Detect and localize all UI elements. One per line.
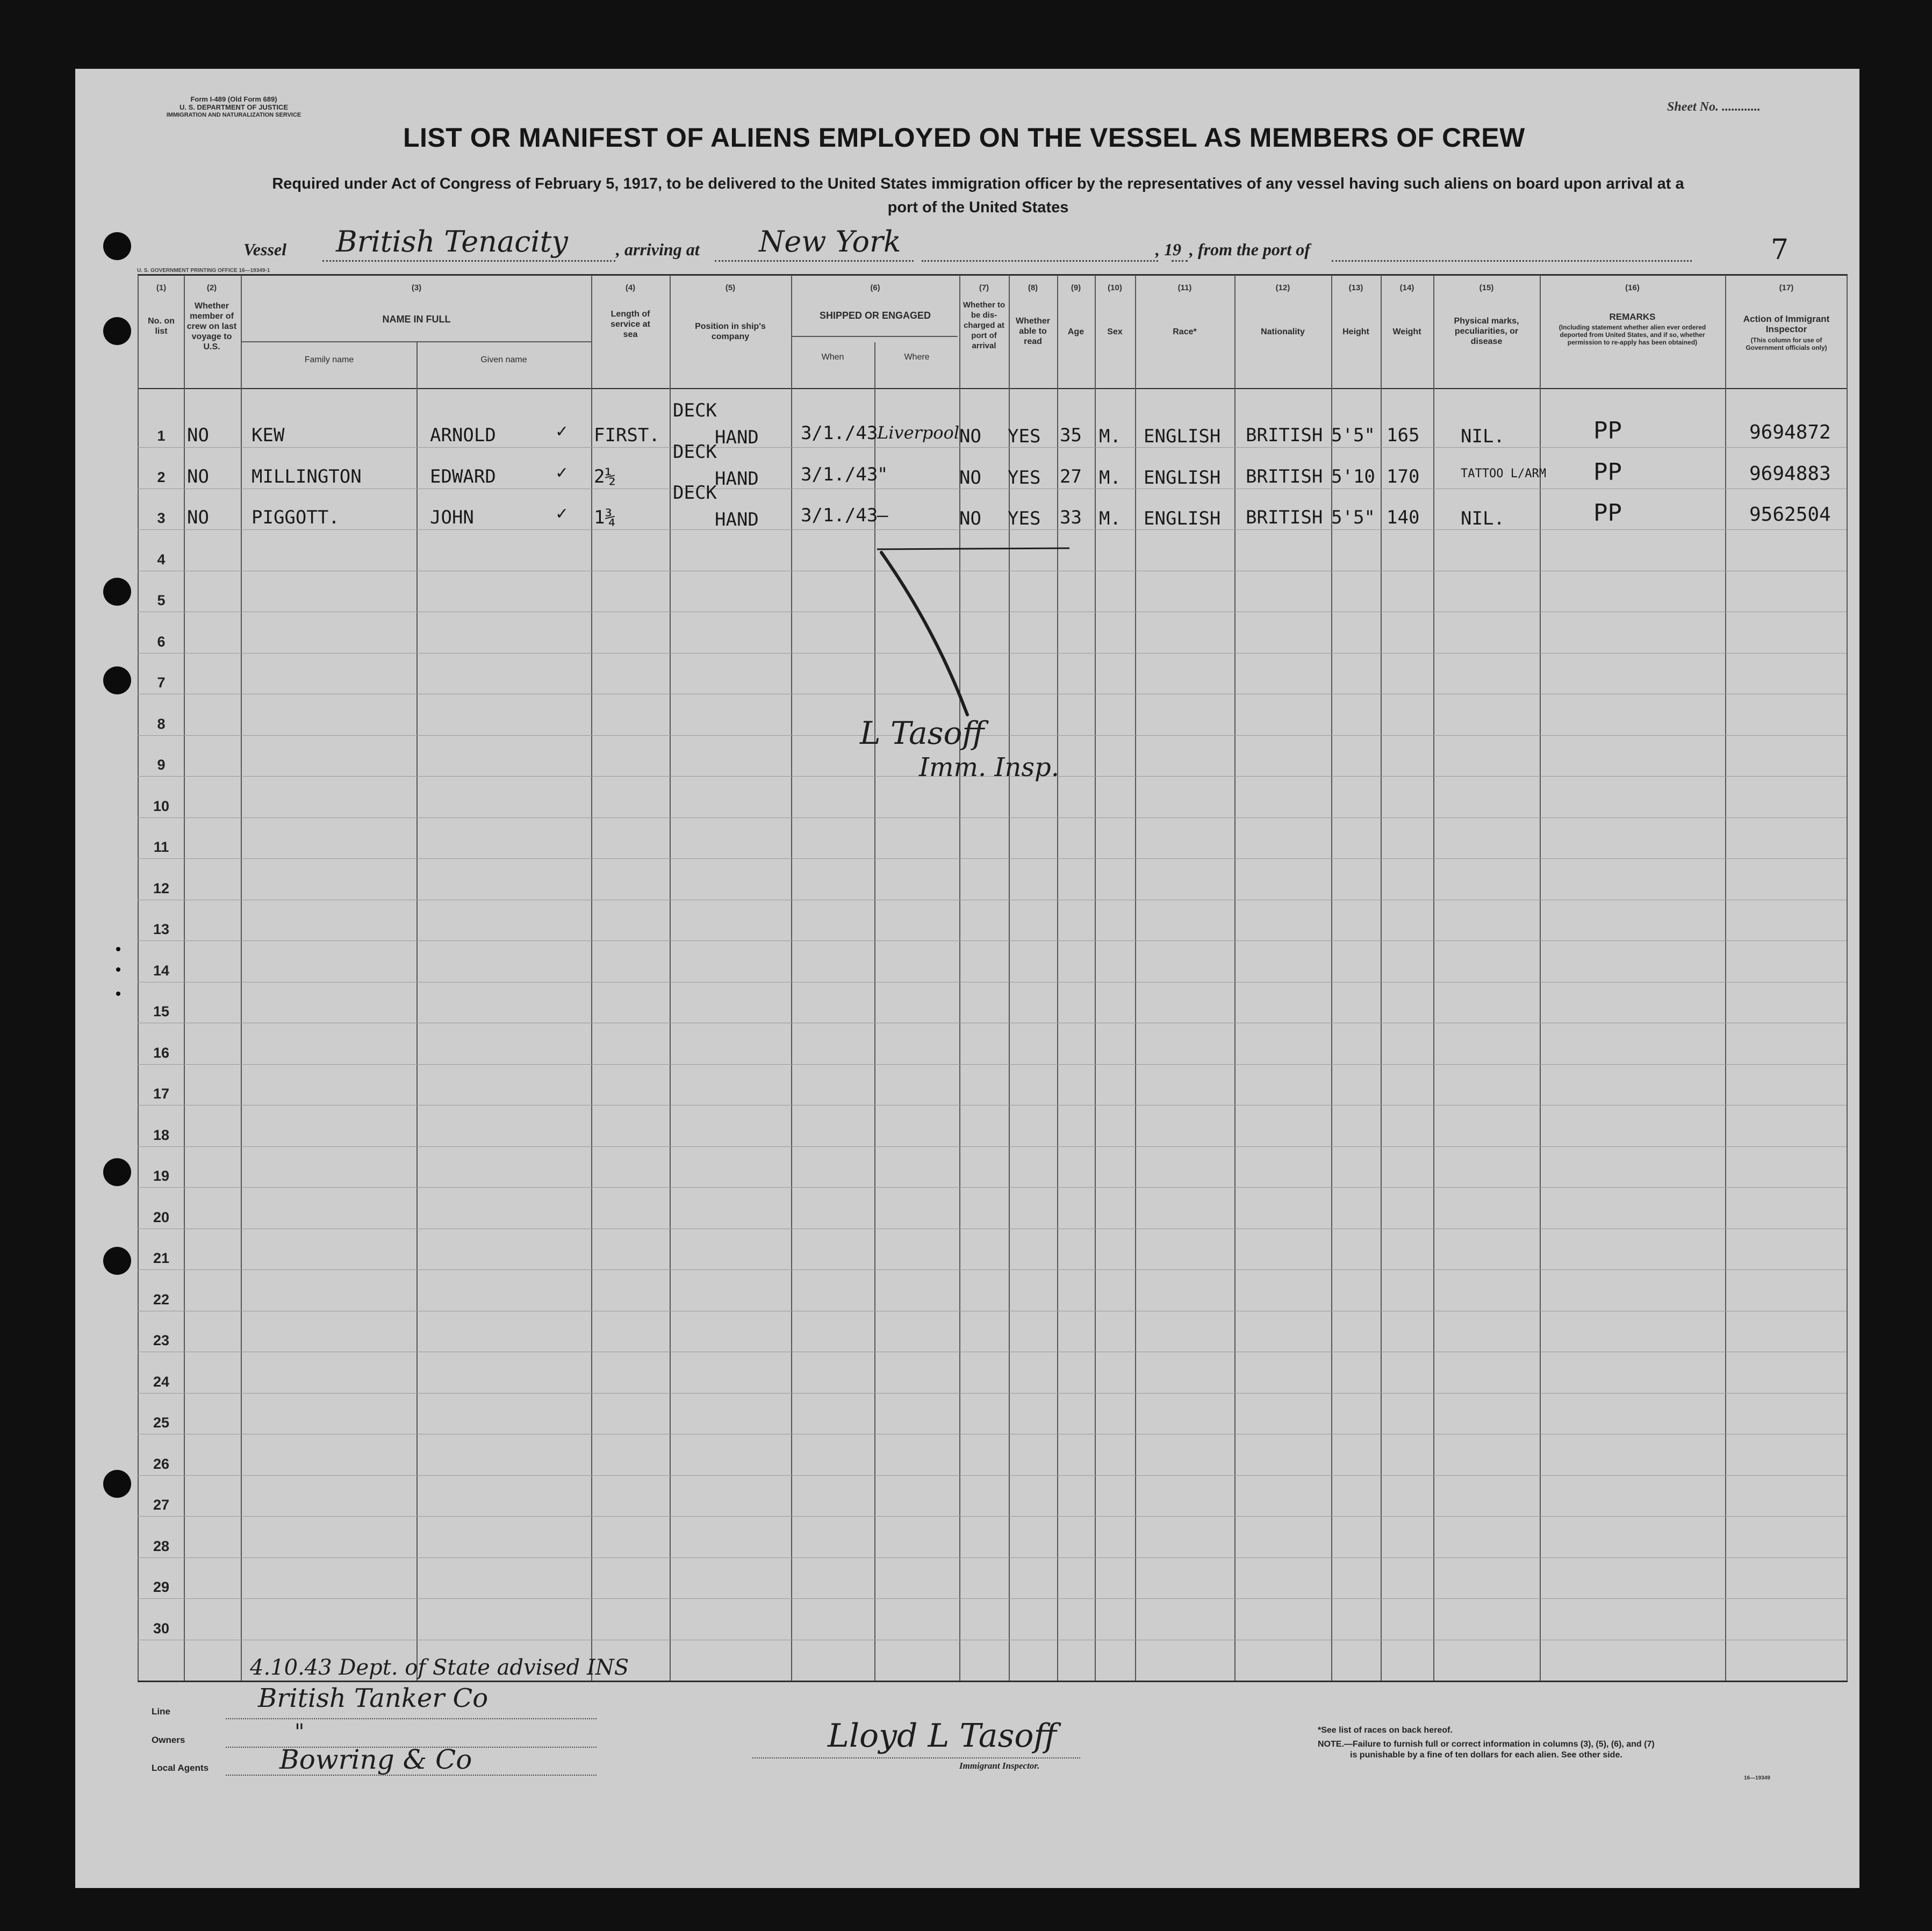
header-weight: Weight bbox=[1392, 327, 1421, 336]
row-number: 14 bbox=[153, 962, 170, 979]
col-num: (12) bbox=[1275, 283, 1290, 292]
header-discharged: Whether to be dis-charged at port of arrival bbox=[963, 300, 1005, 350]
crew-last-voyage: NO bbox=[187, 507, 209, 528]
from-port-underline bbox=[1332, 260, 1692, 262]
header-inspector-action: Action of Immigrant Inspector bbox=[1743, 314, 1830, 334]
crew-given-name: JOHN bbox=[430, 507, 474, 528]
line-value: British Tanker Co bbox=[258, 1683, 489, 1713]
crew-able-to-read: YES bbox=[1008, 508, 1041, 529]
crew-remarks: PP bbox=[1593, 417, 1622, 444]
crew-last-voyage: NO bbox=[187, 465, 209, 487]
crew-age: 35 bbox=[1060, 425, 1082, 446]
column-rule bbox=[1234, 275, 1236, 1681]
row-number: 19 bbox=[153, 1168, 170, 1184]
header-length-service: Length of service at sea bbox=[611, 310, 650, 339]
header-no-on-list: No. on list bbox=[148, 317, 175, 336]
col-num: (5) bbox=[725, 283, 736, 292]
date-underline bbox=[922, 260, 1158, 262]
crew-service-length: 2½ bbox=[594, 465, 616, 487]
column-rule bbox=[1433, 275, 1434, 1681]
crew-shipped-where: " bbox=[877, 463, 888, 485]
punch-mark bbox=[116, 992, 120, 996]
row-number: 12 bbox=[153, 880, 170, 896]
header-name-in-full: NAME IN FULL bbox=[382, 314, 451, 325]
owners-value: " bbox=[295, 1720, 305, 1745]
arriving-label: , arriving at bbox=[616, 240, 700, 259]
service-name: IMMIGRATION AND NATURALIZATION SERVICE bbox=[166, 112, 301, 118]
col-num: (4) bbox=[625, 283, 636, 292]
crew-position-bottom: HAND bbox=[715, 468, 759, 490]
state-department-note: 4.10.43 Dept. of State advised INS bbox=[250, 1655, 629, 1680]
crew-shipped-where: – bbox=[877, 505, 888, 526]
row-number: 5 bbox=[157, 592, 166, 608]
row-number: 28 bbox=[153, 1538, 170, 1554]
row-number: 27 bbox=[153, 1497, 170, 1513]
crew-able-to-read: YES bbox=[1008, 466, 1041, 489]
crew-check-mark: ✓ bbox=[556, 420, 568, 442]
col-num: (9) bbox=[1071, 283, 1081, 292]
table-top-border bbox=[138, 274, 1848, 276]
punch-hole bbox=[103, 1470, 131, 1498]
crew-shipped-when: 3/1./43 bbox=[801, 422, 878, 444]
col-num: (1) bbox=[156, 283, 167, 292]
header-given-name: Given name bbox=[480, 355, 527, 364]
crew-height: 5'5" bbox=[1331, 507, 1375, 528]
inspector-title-note: Imm. Insp. bbox=[919, 752, 1059, 783]
crew-sex: M. bbox=[1099, 426, 1121, 447]
year-underline bbox=[1172, 260, 1188, 262]
col-num: (7) bbox=[979, 283, 989, 292]
col-num: (17) bbox=[1779, 283, 1794, 292]
crew-given-name: ARNOLD bbox=[430, 425, 496, 446]
row-rule bbox=[138, 447, 1847, 448]
crew-service-length: 1¾ bbox=[594, 507, 616, 528]
header-physical-marks: Physical marks, peculiarities, or disease bbox=[1454, 317, 1519, 346]
column-rule bbox=[791, 275, 792, 1681]
row-number: 16 bbox=[153, 1044, 170, 1061]
row-rule bbox=[138, 735, 1847, 736]
header-last-voyage: Whether member of crew on last voyage to U.S. bbox=[186, 302, 237, 351]
crew-race: ENGLISH bbox=[1144, 426, 1221, 447]
col-num: (2) bbox=[206, 283, 217, 292]
crew-shipped-when: 3/1./43 bbox=[801, 505, 878, 526]
line-label: Line bbox=[152, 1706, 170, 1717]
punch-hole bbox=[103, 317, 131, 345]
punch-hole bbox=[103, 666, 131, 694]
arriving-underline bbox=[715, 260, 914, 262]
crew-height: 5'5" bbox=[1331, 425, 1375, 446]
row-rule bbox=[138, 529, 1847, 530]
column-rule bbox=[1057, 275, 1058, 1681]
crew-nationality: BRITISH bbox=[1246, 425, 1323, 446]
row-number: 24 bbox=[153, 1373, 170, 1390]
page-mark: 7 bbox=[1771, 234, 1789, 266]
local-agents-value: Bowring & Co bbox=[279, 1744, 472, 1775]
header-family-name: Family name bbox=[304, 355, 354, 364]
shipped-subheader-line bbox=[791, 336, 958, 337]
punch-mark bbox=[116, 947, 120, 951]
column-rule bbox=[1135, 275, 1136, 1681]
arriving-port: New York bbox=[759, 225, 901, 259]
form-subtitle: Required under Act of Congress of February 5, 1917, to be delivered to the United States immigration officer by the representatives of any vessel having such aliens on board upon arrival at a port of the United States bbox=[272, 175, 1684, 216]
table-header-bottom bbox=[138, 388, 1848, 389]
crew-inspector-action: 9694872 bbox=[1749, 421, 1831, 443]
column-rule bbox=[1095, 275, 1096, 1681]
header-shipped-where: Where bbox=[904, 353, 930, 362]
header-nationality: Nationality bbox=[1261, 327, 1305, 336]
table-bottom-border bbox=[138, 1681, 1848, 1682]
crew-inspector-action: 9694883 bbox=[1749, 462, 1831, 485]
signature-caption: Immigrant Inspector. bbox=[959, 1761, 1040, 1771]
row-rule bbox=[138, 1557, 1847, 1558]
column-rule bbox=[241, 275, 242, 1681]
column-rule bbox=[416, 342, 418, 1681]
year-label: , 19 bbox=[1155, 240, 1181, 259]
header-inspector-note: (This column for use of Government officials only) bbox=[1746, 336, 1827, 351]
crew-sex: M. bbox=[1099, 508, 1121, 529]
form-title: LIST OR MANIFEST OF ALIENS EMPLOYED ON THE VESSEL AS MEMBERS OF CREW bbox=[403, 123, 1525, 153]
col-num: (11) bbox=[1177, 283, 1192, 292]
crew-nationality: BRITISH bbox=[1246, 465, 1323, 487]
row-number: 30 bbox=[153, 1620, 170, 1636]
crew-age: 27 bbox=[1060, 465, 1082, 487]
row-number: 21 bbox=[153, 1250, 170, 1266]
crew-discharged: NO bbox=[959, 466, 981, 489]
col-num: (13) bbox=[1348, 283, 1363, 292]
department-name: U. S. DEPARTMENT OF JUSTICE bbox=[179, 103, 288, 111]
column-rule bbox=[184, 275, 185, 1681]
inspector-initials: L Tasoff bbox=[860, 715, 985, 751]
crew-position-top: DECK bbox=[673, 400, 717, 421]
row-rule bbox=[138, 1105, 1847, 1106]
row-rule bbox=[138, 1598, 1847, 1599]
col-num: (8) bbox=[1028, 283, 1038, 292]
crew-check-mark: ✓ bbox=[556, 461, 568, 483]
inspector-signature: Lloyd L Tasoff bbox=[828, 1717, 1057, 1755]
crew-able-to-read: YES bbox=[1008, 426, 1041, 447]
crew-position-top: DECK bbox=[673, 482, 717, 504]
row-rule bbox=[138, 1064, 1847, 1065]
crew-inspector-action: 9562504 bbox=[1749, 504, 1831, 526]
form-id-block bbox=[137, 95, 331, 119]
row-number: 23 bbox=[153, 1332, 170, 1348]
row-number: 17 bbox=[153, 1086, 170, 1102]
row-rule bbox=[138, 1393, 1847, 1394]
row-number: 22 bbox=[153, 1291, 170, 1308]
column-rule bbox=[1540, 275, 1541, 1681]
row-number: 26 bbox=[153, 1455, 170, 1472]
races-note: *See list of races on back hereof. bbox=[1318, 1726, 1453, 1735]
crew-remarks: PP bbox=[1593, 499, 1622, 527]
header-height: Height bbox=[1342, 327, 1369, 336]
row-rule bbox=[138, 1516, 1847, 1517]
crew-weight: 165 bbox=[1387, 425, 1420, 446]
crew-race: ENGLISH bbox=[1144, 466, 1221, 489]
col-num: (14) bbox=[1399, 283, 1414, 292]
column-rule bbox=[670, 275, 671, 1681]
row-rule bbox=[138, 858, 1847, 859]
row-number: 13 bbox=[153, 921, 170, 937]
row-number: 20 bbox=[153, 1209, 170, 1225]
row-number: 18 bbox=[153, 1126, 170, 1143]
header-sex: Sex bbox=[1107, 327, 1123, 336]
header-position: Position in ship's company bbox=[695, 322, 766, 341]
row-number: 29 bbox=[153, 1579, 170, 1595]
crew-weight: 170 bbox=[1387, 465, 1420, 487]
crew-height: 5'10 bbox=[1331, 465, 1375, 487]
col-num: (3) bbox=[411, 283, 422, 292]
crew-position-bottom: HAND bbox=[715, 427, 759, 448]
row-number: 9 bbox=[157, 757, 166, 773]
line-underline bbox=[226, 1718, 597, 1719]
inspector-bracket-mark bbox=[871, 537, 1075, 731]
col-num: (16) bbox=[1625, 283, 1640, 292]
row-number: 8 bbox=[157, 715, 166, 732]
col-num: (6) bbox=[870, 283, 880, 292]
row-number: 7 bbox=[157, 674, 166, 691]
crew-given-name: EDWARD bbox=[430, 465, 496, 487]
crew-last-voyage: NO bbox=[187, 425, 209, 446]
punch-hole bbox=[103, 232, 131, 260]
header-remarks: REMARKS bbox=[1609, 312, 1656, 322]
sheet-number-label: Sheet No. ............ bbox=[1667, 100, 1761, 114]
row-number: 4 bbox=[157, 551, 166, 568]
header-race: Race* bbox=[1173, 327, 1197, 336]
header-remarks-note: (Including statement whether alien ever ordered deported from United States, and if so, whether permission to re-apply has been obtained) bbox=[1558, 324, 1706, 346]
crew-family-name: PIGGOTT. bbox=[252, 507, 340, 528]
crew-race: ENGLISH bbox=[1144, 508, 1221, 529]
row-number: 6 bbox=[157, 633, 166, 650]
crew-check-mark: ✓ bbox=[556, 503, 568, 524]
crew-family-name: MILLINGTON bbox=[252, 465, 362, 487]
column-rule bbox=[138, 275, 139, 1681]
printing-office-line: U. S. GOVERNMENT PRINTING OFFICE 16—19349-1 bbox=[137, 268, 270, 274]
signature-underline bbox=[752, 1757, 1080, 1758]
crew-service-length: FIRST. bbox=[594, 425, 660, 446]
column-rule bbox=[591, 275, 592, 1681]
form-number: Form I-489 (Old Form 689) bbox=[190, 95, 277, 103]
row-number: 10 bbox=[153, 798, 170, 814]
column-rule bbox=[1381, 275, 1382, 1681]
column-rule bbox=[1725, 275, 1726, 1681]
row-number: 11 bbox=[153, 839, 169, 855]
crew-discharged: NO bbox=[959, 426, 981, 447]
row-rule bbox=[138, 1146, 1847, 1147]
penalty-note: NOTE.—Failure to furnish full or correct information in columns (3), (5), (6), and (7) is punishable by a fine of ten dollars for each alien. See other side. bbox=[1318, 1740, 1655, 1760]
crew-weight: 140 bbox=[1387, 507, 1420, 528]
footer-form-code: 16—19349 bbox=[1744, 1775, 1770, 1781]
row-rule bbox=[138, 1187, 1847, 1188]
header-age: Age bbox=[1067, 327, 1084, 336]
local-agents-label: Local Agents bbox=[152, 1763, 209, 1773]
crew-physical-marks: NIL. bbox=[1461, 508, 1505, 529]
punch-mark bbox=[116, 967, 120, 972]
crew-physical-marks: TATTOO L/ARM bbox=[1461, 466, 1546, 480]
from-port-label: , from the port of bbox=[1189, 240, 1310, 259]
header-shipped-engaged: SHIPPED OR ENGAGED bbox=[819, 310, 931, 321]
crew-nationality: BRITISH bbox=[1246, 507, 1323, 528]
crew-remarks: PP bbox=[1593, 458, 1622, 486]
punch-hole bbox=[103, 578, 131, 606]
row-number: 15 bbox=[153, 1003, 170, 1020]
crew-sex: M. bbox=[1099, 466, 1121, 489]
vessel-name: British Tenacity bbox=[336, 225, 568, 259]
punch-hole bbox=[103, 1247, 131, 1275]
row-number: 1 bbox=[157, 428, 166, 444]
row-rule bbox=[138, 817, 1847, 818]
col-num: (15) bbox=[1479, 283, 1494, 292]
vessel-label: Vessel bbox=[243, 240, 286, 259]
crew-age: 33 bbox=[1060, 507, 1082, 528]
header-shipped-when: When bbox=[821, 353, 844, 362]
row-number: 3 bbox=[157, 510, 166, 526]
crew-family-name: KEW bbox=[252, 425, 285, 446]
row-rule bbox=[138, 1475, 1847, 1476]
crew-position-top: DECK bbox=[673, 441, 717, 463]
column-rule bbox=[1847, 275, 1848, 1681]
row-number: 2 bbox=[157, 469, 166, 485]
crew-shipped-where: Liverpool bbox=[877, 422, 960, 443]
crew-physical-marks: NIL. bbox=[1461, 426, 1505, 447]
row-number: 25 bbox=[153, 1415, 170, 1431]
row-rule bbox=[138, 1269, 1847, 1270]
punch-hole bbox=[103, 1158, 131, 1186]
vessel-underline bbox=[322, 260, 615, 262]
col-num: (10) bbox=[1108, 283, 1122, 292]
owners-label: Owners bbox=[152, 1735, 185, 1745]
header-able-to-read: Whether able to read bbox=[1016, 317, 1050, 346]
crew-shipped-when: 3/1./43 bbox=[801, 463, 878, 485]
crew-discharged: NO bbox=[959, 508, 981, 529]
crew-position-bottom: HAND bbox=[715, 509, 759, 530]
